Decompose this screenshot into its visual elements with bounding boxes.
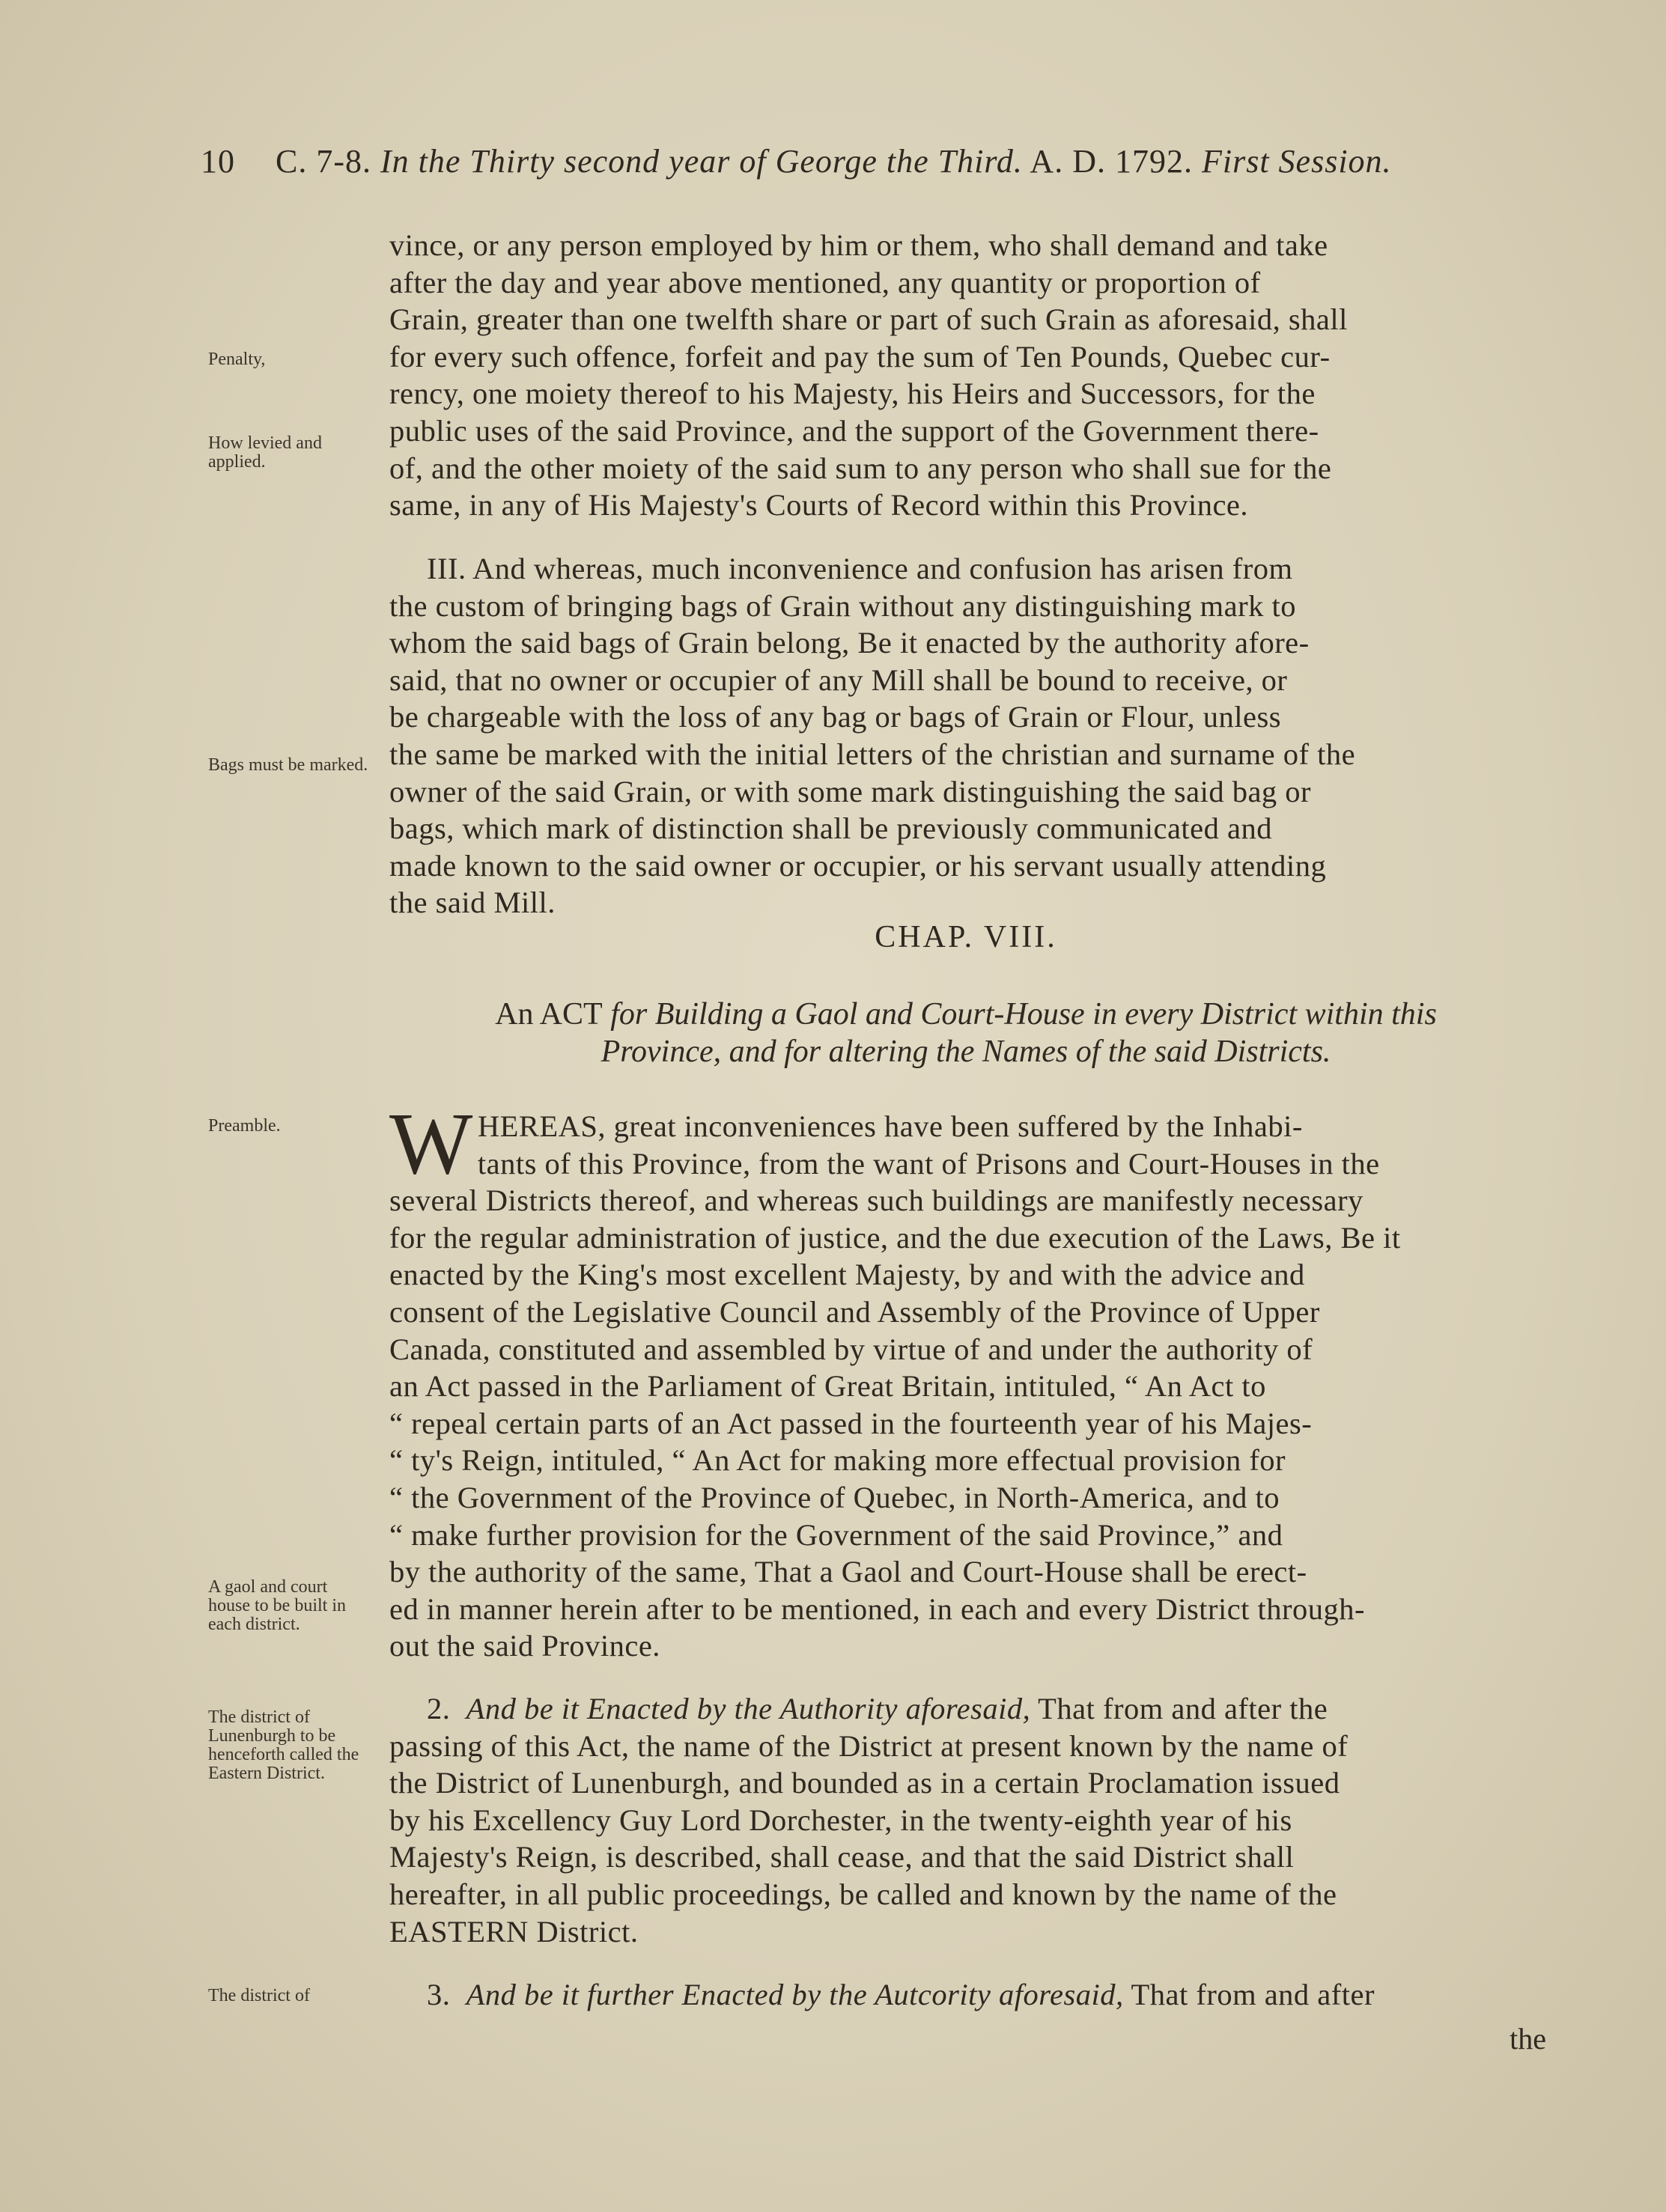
text-line — [389, 1690, 1542, 1728]
text-line: EASTERN District. — [389, 1914, 639, 1949]
margin-note-lunenburgh: The district of Lunenburgh to be henceforth called the Eastern District. — [208, 1707, 359, 1783]
text-line: same, in any of His Majesty's Courts of Record within this Province. — [389, 488, 1249, 522]
running-head — [201, 142, 1541, 180]
margin-note-preamble: Preamble. — [208, 1116, 281, 1136]
text-line: several Districts thereof, and whereas such buildings are manifestly necessary — [389, 1183, 1363, 1218]
text-line: be chargeable with the loss of any bag or bags of Grain or Flour, unless — [389, 700, 1281, 734]
text-line: HEREAS, great inconveniences have been suffered by the Inhabi- — [477, 1109, 1303, 1143]
margin-note-bags-marked: Bags must be marked. — [208, 755, 368, 775]
text-line: tants of this Province, from the want of Prisons and Court-Houses in the — [477, 1146, 1380, 1180]
text-line: vince, or any person employed by him or them, who shall demand and take — [389, 228, 1328, 262]
section-continuation — [389, 227, 1542, 524]
text-line: by his Excellency Guy Lord Dorchester, in the twenty-eighth year of his — [389, 1803, 1292, 1837]
section-number: 2. — [427, 1692, 451, 1725]
text-line: made known to the said owner or occupier, or his servant usually attending — [389, 848, 1327, 883]
text-line: III. And whereas, much inconvenience and confusion has arisen from — [427, 552, 1293, 585]
enacting-clause: And be it further Enacted by the Autcority aforesaid, — [466, 1978, 1124, 2011]
text-line: “ ty's Reign, intituled, “ An Act for making more effectual provision for — [389, 1443, 1286, 1478]
text-fragment: That from and after — [1131, 1978, 1375, 2011]
running-title: In the Thirty second year of George the Third. — [380, 143, 1023, 180]
section-three-new — [389, 1976, 1542, 2014]
act-title — [389, 996, 1542, 1070]
text-line: whom the said bags of Grain belong, Be it enacted by the authority afore- — [389, 626, 1310, 660]
year: A. D. 1792. — [1030, 143, 1193, 180]
drop-cap: W — [389, 1094, 473, 1192]
text-line: passing of this Act, the name of the District at present known by the name of — [389, 1728, 1349, 1763]
text-line: an Act passed in the Parliament of Great Britain, intituled, “ An Act to — [389, 1369, 1266, 1404]
text-line: hereafter, in all public proceedings, be called and known by the name of the — [389, 1877, 1337, 1911]
text-line: “ repeal certain parts of an Act passed in the fourteenth year of his Majes- — [389, 1406, 1313, 1440]
text-line: for every such offence, forfeit and pay the sum of Ten Pounds, Quebec cur- — [389, 339, 1331, 374]
text-line: bags, which mark of distinction shall be previously communicated and — [389, 811, 1272, 846]
text-line: “ the Government of the Province of Quebec, in North-America, and to — [389, 1480, 1280, 1514]
text-line: the said Mill. — [389, 886, 556, 920]
text-line: the District of Lunenburgh, and bounded as in a certain Proclamation issued — [389, 1766, 1340, 1800]
margin-note-penalty: Penalty, — [208, 350, 266, 369]
session: First Session. — [1201, 143, 1392, 180]
act-title-line-1: for Building a Gaol and Court-House in every District within this — [610, 997, 1437, 1032]
text-line: rency, one moiety thereof to his Majesty, his Heirs and Successors, for the — [389, 377, 1316, 411]
text-line: public uses of the said Province, and the support of the Government there- — [389, 413, 1319, 448]
text-line: Canada, constituted and assembled by virtue of and under the authority of — [389, 1332, 1313, 1366]
margin-note-district-of: The district of — [208, 1986, 310, 2005]
text-line: “ make further provision for the Government of the said Province,” and — [389, 1517, 1283, 1552]
act-title-line-2: Province, and for altering the Names of the said Districts. — [601, 1035, 1331, 1069]
text-line: after the day and year above mentioned, any quantity or proportion of — [389, 265, 1261, 299]
text-line: the same be marked with the initial letters of the christian and surname of the — [389, 737, 1356, 771]
text-line: Majesty's Reign, is described, shall cease, and that the said District shall — [389, 1840, 1295, 1874]
text-fragment: That from and after the — [1038, 1692, 1328, 1725]
text-line: out the said Province. — [389, 1629, 660, 1663]
text-line: of, and the other moiety of the said sum to any person who shall sue for the — [389, 451, 1332, 485]
text-line: Grain, greater than one twelfth share or part of such Grain as aforesaid, shall — [389, 302, 1348, 337]
act-word: An ACT — [495, 997, 603, 1032]
text-line: the custom of bringing bags of Grain without any distinguishing mark to — [389, 588, 1296, 623]
chapter-reference: C. 7-8. — [276, 143, 371, 180]
catchword: the — [1510, 2022, 1546, 2056]
text-line — [389, 1976, 1542, 2014]
text-line: for the regular administration of justice, and the due execution of the Laws, Be it — [389, 1220, 1401, 1255]
text-line: enacted by the King's most excellent Majesty, by and with the advice and — [389, 1258, 1305, 1292]
text-line: consent of the Legislative Council and Assembly of the Province of Upper — [389, 1294, 1320, 1329]
margin-note-gaol-built: A gaol and court house to be built in each district. — [208, 1577, 346, 1634]
preamble — [389, 1094, 1542, 1665]
chapter-heading: CHAP. VIII. — [875, 920, 1057, 954]
section-two — [389, 1690, 1542, 1950]
text-line: owner of the said Grain, or with some mark distinguishing the said bag or — [389, 774, 1312, 808]
text-line: by the authority of the same, That a Gaol and Court-House shall be erect- — [389, 1555, 1307, 1589]
section-number: 3. — [427, 1978, 451, 2011]
margin-note-how-levied: How levied and applied. — [208, 433, 322, 472]
text-line: ed in manner herein after to be mentioned, in each and every District through- — [389, 1591, 1366, 1626]
page-number: 10 — [201, 143, 235, 180]
section-three — [389, 550, 1542, 921]
text-line: said, that no owner or occupier of any Mill shall be bound to receive, or — [389, 662, 1288, 697]
enacting-clause: And be it Enacted by the Authority aforesaid, — [466, 1692, 1031, 1725]
